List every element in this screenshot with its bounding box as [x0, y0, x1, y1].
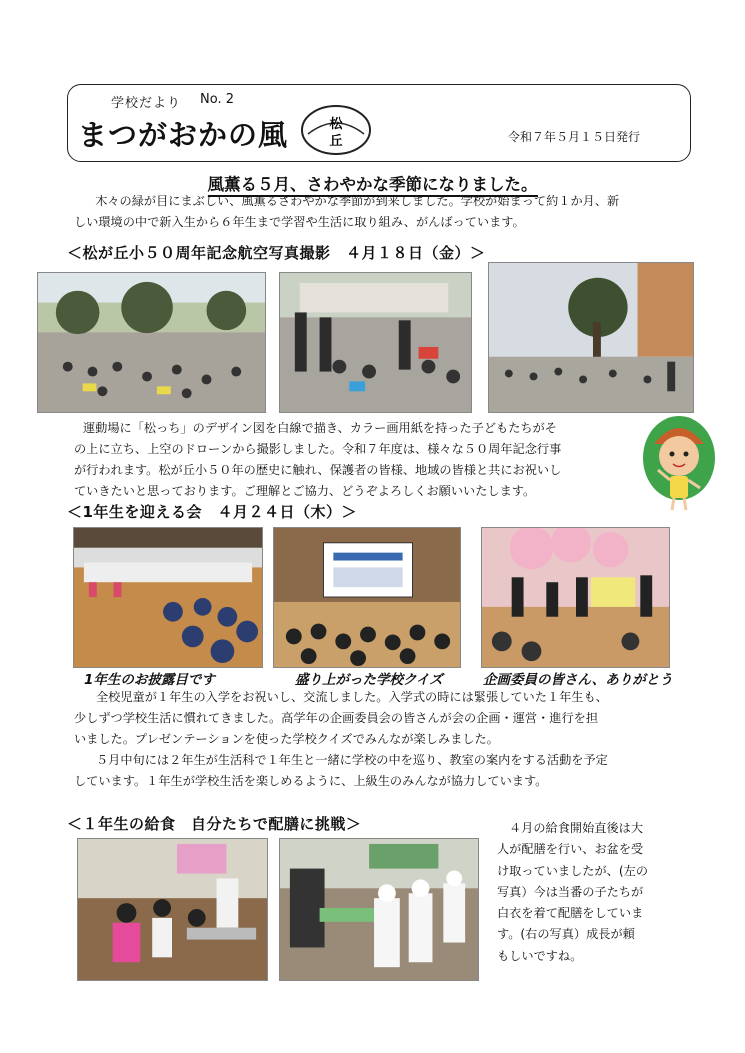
lunch-body-line-5: 白衣を着て配膳をしていま	[497, 906, 644, 921]
issue-number: No. 2	[200, 92, 234, 107]
lunch-body-line-2: 人が配膳を行い、お盆を受	[497, 842, 644, 857]
welcome-body-line-3: いました。プレゼンテーションを使った学校クイズでみんなが楽しみました。	[74, 732, 499, 746]
lunch-body-line-1: ４月の給食開始直後は大	[509, 821, 644, 835]
welcome-body-line-2: 少しずつ学校生活に慣れてきました。高学年の企画委員会の皆さんが会の企画・運営・進行を担	[74, 711, 599, 725]
section-welcome-title: ＜1年生を迎える会 ４月２４日（木）＞	[67, 503, 357, 521]
aerial-body-line-4: ていきたいと思っております。ご理解とご協力、どうぞよろしくお願いいたします。	[74, 484, 536, 498]
photo-planning-committee	[481, 527, 670, 668]
caption-committee: 企画委員の皆さん、ありがとう	[483, 672, 673, 688]
intro-line-2: しい環境の中で新入生から６年生まで学習や生活に取り組み、がんばっています。	[74, 215, 525, 229]
photo-aerial-children-sitting	[37, 272, 266, 413]
photo-lunch-children-serving	[279, 838, 479, 981]
welcome-body-line-1: 全校児童が１年生の入学をお祝いし、交流しました。入学式の時には緊張していた１年生も、	[96, 690, 608, 704]
photo-lunch-adults-serving	[77, 838, 268, 981]
section-aerial-title: ＜松が丘小５０周年記念航空写真撮影 ４月１８日（金）＞	[67, 244, 486, 262]
newsletter-title: まつがおかの風	[78, 118, 289, 152]
photo-first-graders-introduction	[73, 527, 263, 668]
photo-aerial-school-ground	[488, 262, 694, 413]
lunch-body-line-6: す。(右の写真）成長が頼	[497, 927, 635, 942]
intro-line-1: 木々の緑が目にまぶしい、風薫るさわやかな季節が到来しました。学校が始まって約１か月、新	[95, 194, 620, 208]
mascot-matsucchi-illustration	[640, 414, 718, 518]
photo-school-quiz-presentation	[273, 527, 461, 668]
photo-aerial-children-colored-paper	[279, 272, 472, 413]
headline: 風薫る５月、さわやかな季節になりました。	[0, 171, 745, 195]
issue-date: 令和７年５月１５日発行	[508, 130, 641, 144]
lunch-body-line-4: 写真）今は当番の子たちが	[497, 884, 644, 899]
logo-text-bottom: 丘	[329, 134, 343, 149]
aerial-body-line-2: の上に立ち、上空のドローンから撮影しました。令和７年度は、様々な５０周年記念行事	[74, 442, 562, 456]
section-lunch-title: ＜１年生の給食 自分たちで配膳に挑戦＞	[67, 815, 362, 833]
issue-label: 学校だより	[111, 96, 182, 111]
aerial-body-line-3: が行われます。松が丘小５０年の歴史に触れ、保護者の皆様、地域の皆様と共にお祝いし	[74, 463, 562, 477]
caption-introduction: 1年生のお披露目です	[84, 672, 215, 688]
school-logo	[300, 104, 372, 156]
welcome-body-line-4: ５月中旬には２年生が生活科で１年生と一緒に学校の中を巡り、教室の案内をする活動を予定	[96, 753, 608, 767]
caption-quiz: 盛り上がった学校クイズ	[295, 672, 443, 688]
aerial-body-line-1: 運動場に「松っち」のデザイン図を白線で描き、カラー画用紙を持った子どもたちがそ	[83, 421, 557, 435]
logo-text-top: 松	[329, 117, 343, 132]
welcome-body-line-5: しています。１年生が学校生活を楽しめるように、上級生のみんなが協力しています。	[74, 774, 548, 788]
lunch-body	[497, 818, 707, 967]
lunch-body-line-3: け取っていましたが、(左の	[497, 863, 649, 878]
lunch-body-line-7: もしいですね。	[497, 948, 583, 963]
